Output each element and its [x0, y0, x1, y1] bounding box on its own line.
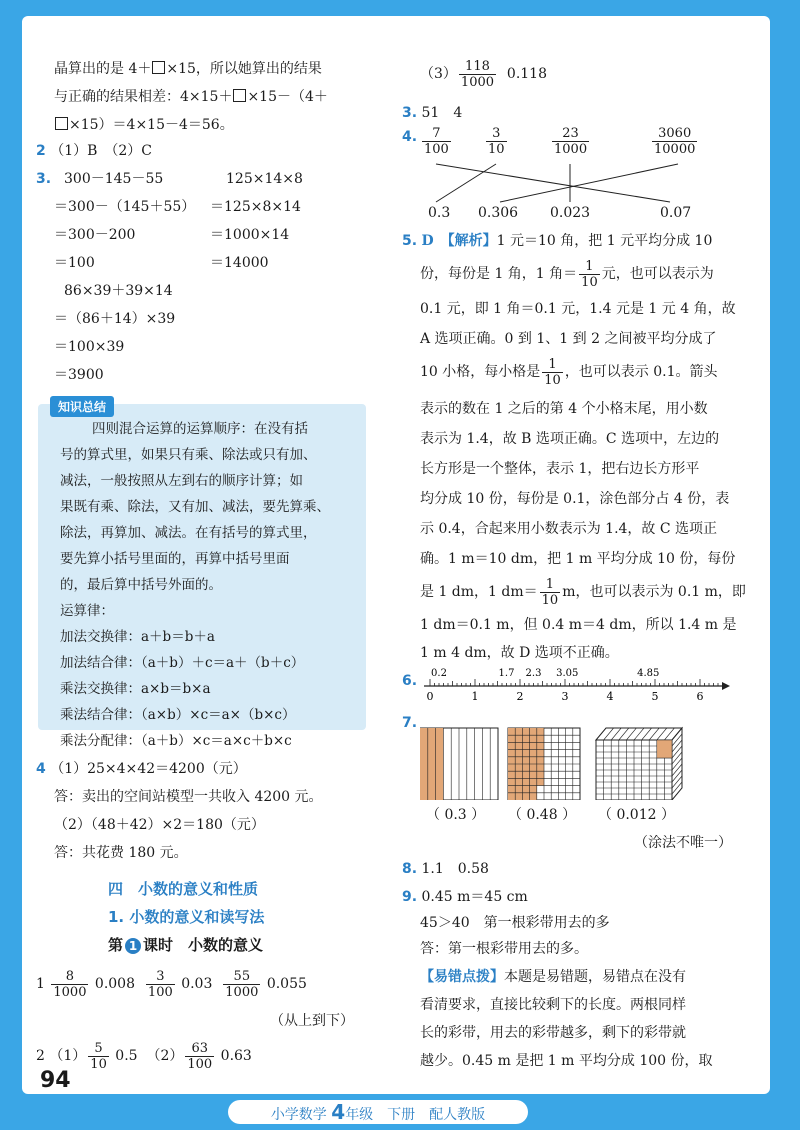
- q2b-answers: 2 （1） $\frac{5}{10}$ 0.5 （2） $\frac{63}{100}$ 0.63: [36, 1040, 252, 1072]
- r-q5-line5: 10 小格，每小格是 $\frac{1}{10}$ ，也可以表示 0.1。箭头: [420, 356, 718, 388]
- r-q5-line2: 份，每份是 1 角，1 角＝ $\frac{1}{10}$ 元，也可以表示为: [420, 258, 714, 290]
- r-q5-line7: 表示为 1.4，故 B 选项正确。C 选项中，左边的: [420, 431, 720, 447]
- calc-b1: 125×14×8: [226, 171, 303, 187]
- summary-line: 除法，再算加、减法。在有括号的算式里，: [60, 525, 317, 541]
- number-line-axis-label: 4: [606, 690, 614, 703]
- calc-b2: ＝125×8×14: [210, 199, 301, 215]
- calc-a2: ＝300－（145＋55）: [54, 199, 196, 215]
- r-line-1: （3） $\frac{118}{1000}$ 0.118: [420, 58, 548, 90]
- r-q5-line1: 5. D 【解析】1 元＝10 角，把 1 元平均分成 10: [402, 233, 713, 249]
- r-q9-line1: 9. 0.45 m＝45 cm: [402, 889, 528, 905]
- q4-part1: 4 （1）25×4×42＝4200（元）: [36, 761, 247, 777]
- calc-a3: ＝300－200: [54, 227, 136, 243]
- number-line-axis-label: 2: [516, 690, 524, 703]
- calc-c4: ＝3900: [54, 367, 104, 383]
- grid-3-answer: （ 0.012 ）: [598, 807, 675, 823]
- unit-heading: 四 小数的意义和性质: [108, 880, 259, 898]
- grid-tenths: [420, 728, 498, 800]
- decimal-1: 0.3: [428, 205, 451, 221]
- r-q9-line2: 45＞40 第一根彩带用去的多: [420, 915, 610, 931]
- number-line-axis-label: 3: [561, 690, 569, 703]
- grid-1-answer: （ 0.3 ）: [426, 807, 486, 823]
- summary-line: 乘法分配律：（a＋b）×c＝a×c＋b×c: [60, 733, 292, 749]
- fraction: $\frac{55}{1000}$: [225, 968, 259, 1000]
- summary-line: 加法交换律：a＋b＝b＋a: [60, 629, 215, 645]
- q4-answer1: 答：卖出的空间站模型一共收入 4200 元。: [54, 789, 323, 805]
- error-note-line3: 长的彩带，用去的彩带越多，剩下的彩带就: [420, 1025, 686, 1041]
- calc-c3: ＝100×39: [54, 339, 125, 355]
- r-q5-line10: 示 0.4，合起来用小数表示为 1.4，故 C 选项正: [420, 521, 718, 537]
- fraction: $\frac{118}{1000}$: [460, 58, 495, 90]
- number-line-value-label: 1.7: [498, 668, 515, 679]
- summary-line: 果既有乘、除法，又有加、减法，要先算乘、: [60, 499, 330, 515]
- summary-line: 号的算式里，如果只有乘、除法或只有加、: [60, 447, 317, 463]
- fraction: $\frac{3}{100}$: [147, 968, 173, 1000]
- r-q3: 3. 51 4: [402, 105, 463, 121]
- number-line-axis-label: 0: [426, 690, 434, 703]
- calc-b3: ＝1000×14: [210, 227, 290, 243]
- calc-c2: ＝（86＋14）×39: [54, 311, 176, 327]
- q1-answers: 1 $\frac{8}{1000}$ 0.008 $\frac{3}{100}$ 0.03 $\frac{55}{1000}$ 0.055: [36, 968, 307, 1000]
- decimal-grids: [420, 716, 730, 800]
- r-q5-line3: 0.1 元，即 1 角＝0.1 元，1.4 元是 1 元 4 角，故: [420, 301, 736, 317]
- grid-2-answer: （ 0.48 ）: [508, 807, 577, 823]
- number-line-value-label: 0.2: [431, 668, 447, 679]
- summary-line: 减法，一般按照从左到右的顺序计算；如: [60, 473, 303, 489]
- r-q5-line9: 均分成 10 份，每份是 0.1，涂色部分占 4 份，表: [420, 491, 730, 507]
- number-line-axis-label: 1: [471, 690, 479, 703]
- fraction: $\frac{8}{1000}$: [53, 968, 87, 1000]
- calc-a1: 300－145－55: [64, 171, 164, 187]
- matching-lines: [400, 162, 730, 206]
- order-note: （从上到下）: [270, 1013, 354, 1029]
- number-line-value-label: 4.85: [637, 668, 660, 679]
- r-q5-line6: 表示的数在 1 之后的第 4 个小格末尾，用小数: [420, 401, 708, 417]
- r-q5-line14: 1 m 4 dm，故 D 选项不正确。: [420, 645, 619, 661]
- calc-a4: ＝100: [54, 255, 95, 271]
- page-number: 94: [40, 1068, 71, 1093]
- grid-hundredths: [508, 728, 580, 800]
- left-line-1: 晶算出的是 4＋ ×15，所以她算出的结果: [54, 61, 322, 77]
- match-fraction-4: $\frac{3060}{10000}$: [654, 126, 696, 157]
- lesson-number-badge: 1: [125, 938, 141, 954]
- q4-part2: （2）（48＋42）×2＝180（元）: [54, 817, 265, 833]
- blank-box: [55, 117, 68, 130]
- blank-box: [152, 61, 165, 74]
- number-line-value-label: 3.05: [556, 668, 579, 679]
- r-q7-number: 7.: [402, 715, 418, 731]
- summary-line: 乘法交换律：a×b＝b×a: [60, 681, 211, 697]
- summary-line: 要先算小括号里面的，再算中括号里面: [60, 551, 290, 567]
- q4-answer2: 答：共花费 180 元。: [54, 845, 188, 861]
- summary-line: 运算律：: [60, 603, 114, 619]
- decimal-2: 0.306: [478, 205, 519, 221]
- summary-line: 加法结合律：（a＋b）＋c＝a＋（b＋c）: [60, 655, 305, 671]
- summary-line: 乘法结合律：（a×b）×c＝a×（b×c）: [60, 707, 296, 723]
- r-q4-number: 4.: [402, 129, 418, 145]
- blank-box: [233, 89, 246, 102]
- summary-line: 的，最后算中括号外面的。: [60, 577, 222, 593]
- r-q5-line12: 是 1 dm，1 dm＝ $\frac{1}{10}$ m，也可以表示为 0.1 m，即: [420, 576, 746, 608]
- decimal-3: 0.023: [550, 205, 591, 221]
- footer-book-title: 小学数学 4年级 下册 配人教版: [228, 1100, 528, 1124]
- fraction: $\frac{63}{100}$: [187, 1040, 213, 1072]
- q3-number: 3.: [36, 171, 52, 187]
- coloring-note: （涂法不唯一）: [634, 835, 732, 851]
- r-q5-line8: 长方形是一个整体，表示 1，把右边长方形平: [420, 461, 700, 477]
- calc-c1: 86×39＋39×14: [64, 283, 173, 299]
- r-q6-number: 6.: [402, 673, 418, 689]
- error-note-line4: 越少。0.45 m 是把 1 m 平均分成 100 份，取: [420, 1053, 713, 1069]
- match-fraction-1: $\frac{7}{100}$: [424, 126, 449, 157]
- r-q5-line13: 1 dm＝0.1 m，但 0.4 m＝4 dm，所以 1.4 m 是: [420, 617, 737, 633]
- lesson-heading: 第 1 课时 小数的意义: [108, 936, 264, 954]
- grid-thousandths-cube: [596, 728, 682, 800]
- number-line-axis-label: 6: [696, 690, 704, 703]
- fraction: $\frac{5}{10}$: [90, 1040, 107, 1072]
- number-line-value-label: 2.3: [525, 668, 542, 679]
- q2-answer: 2 （1）B （2）C: [36, 143, 153, 159]
- error-note-line1: 【易错点拨】本题是易错题，易错点在没有: [420, 969, 686, 985]
- error-note-line2: 看清要求，直接比较剩下的长度。两根同样: [420, 997, 686, 1013]
- knowledge-summary-label: 知识总结: [50, 396, 114, 417]
- left-line-2: 与正确的结果相差：4×15＋ ×15－（4＋: [54, 89, 328, 105]
- calc-b4: ＝14000: [210, 255, 269, 271]
- section-heading: 1. 小数的意义和读写法: [108, 908, 265, 926]
- r-q9-line3: 答：第一根彩带用去的多。: [420, 941, 588, 957]
- left-line-3: ×15）＝4×15－4＝56。: [54, 116, 234, 134]
- number-line-axis-label: 5: [651, 690, 659, 703]
- match-fraction-2: $\frac{3}{10}$: [488, 126, 505, 157]
- r-q5-line4: A 选项正确。0 到 1、1 到 2 之间被平均分成了: [420, 331, 717, 347]
- match-fraction-3: $\frac{23}{1000}$: [554, 126, 588, 157]
- r-q5-line11: 确。1 m＝10 dm，把 1 m 平均分成 10 份，每份: [420, 551, 736, 567]
- summary-line: 四则混合运算的运算顺序：在没有括: [92, 421, 308, 437]
- number-line: [420, 664, 730, 706]
- decimal-4: 0.07: [660, 205, 692, 221]
- r-q8: 8. 1.1 0.58: [402, 861, 489, 877]
